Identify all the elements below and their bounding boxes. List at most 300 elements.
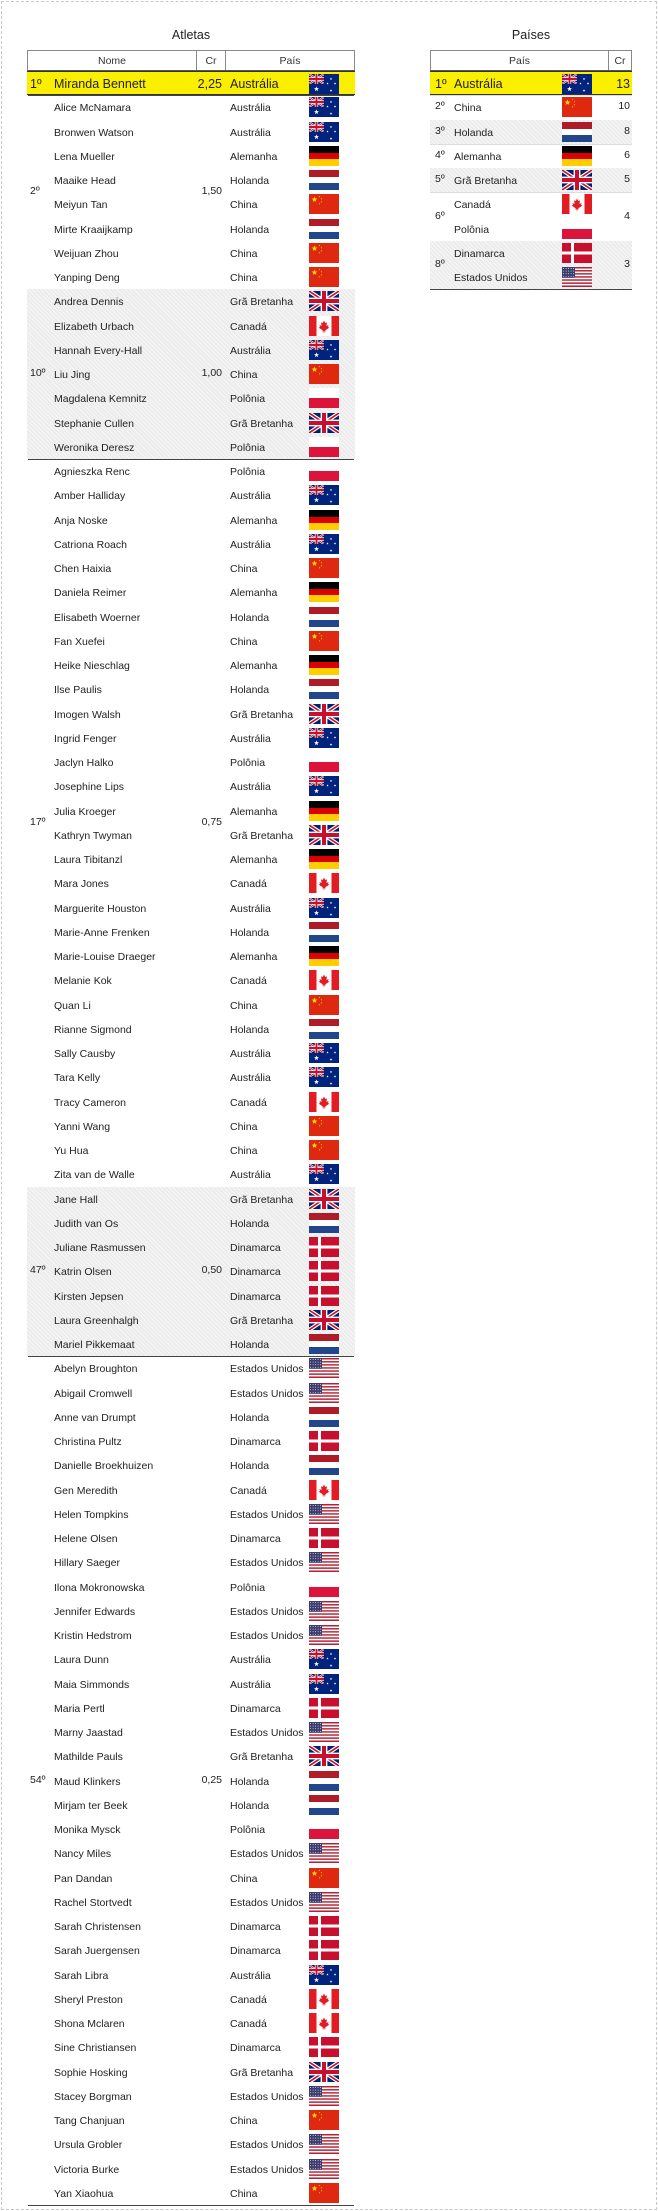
athlete-country: China <box>230 635 258 648</box>
australia-flag-icon <box>309 898 339 918</box>
athlete-group-2º <box>27 95 355 289</box>
countries-title: Países <box>511 28 551 42</box>
athlete-name: Elizabeth Urbach <box>54 320 134 333</box>
athlete-name: Weronika Deresz <box>54 441 135 454</box>
netherlands-flag-icon <box>309 607 339 627</box>
athlete-country: Canadá <box>230 1096 267 1109</box>
athlete-country: Austrália <box>230 1969 271 1982</box>
athlete-row <box>27 1138 355 1162</box>
athlete-name: Maud Klinkers <box>54 1775 121 1788</box>
athlete-country: China <box>230 369 258 381</box>
denmark-flag-icon <box>309 1916 339 1936</box>
poland-flag-icon <box>562 219 592 239</box>
athlete-country: China <box>230 272 258 284</box>
athlete-row <box>27 217 355 241</box>
uk-flag-icon <box>309 704 339 724</box>
denmark-flag-icon <box>562 243 592 263</box>
athlete-row <box>27 1405 355 1429</box>
athlete-row <box>27 1866 355 1890</box>
athlete-country: Alemanha <box>230 854 278 866</box>
uk-flag-icon <box>309 413 339 433</box>
athlete-row <box>27 1720 355 1744</box>
header-cr: Cr <box>196 51 226 70</box>
athlete-row <box>27 1162 355 1186</box>
country-name: Grã Bretanha <box>454 175 518 187</box>
athlete-name: Ingrid Fenger <box>54 732 117 745</box>
denmark-flag-icon <box>309 1528 339 1548</box>
group-cr: 3 <box>624 258 630 270</box>
group-divider <box>430 289 632 290</box>
athlete-name: Nancy Miles <box>54 1848 112 1861</box>
athlete-country: China <box>230 247 258 260</box>
netherlands-flag-icon <box>309 1771 339 1791</box>
china-flag-icon <box>309 631 339 651</box>
country-row <box>430 168 632 192</box>
athlete-row <box>27 1017 355 1041</box>
athlete-row <box>27 2108 355 2132</box>
athlete-row <box>27 1259 355 1283</box>
athlete-name: Tara Kelly <box>54 1072 101 1085</box>
athlete-country: China <box>230 1145 258 1157</box>
usa-flag-icon <box>309 1601 339 1621</box>
germany-flag-icon <box>309 946 339 966</box>
athlete-row <box>27 1211 355 1235</box>
canada-flag-icon <box>309 1989 339 2009</box>
athlete-country: Austrália <box>230 732 271 745</box>
athlete-row <box>27 1599 355 1623</box>
athlete-name: Mirjam ter Beek <box>54 1799 128 1812</box>
athlete-row <box>27 1890 355 1914</box>
athlete-name: Imogen Walsh <box>54 708 121 721</box>
athlete-row <box>27 1914 355 1938</box>
athlete-country: Estados Unidos <box>230 2139 304 2152</box>
country-group-8º <box>430 241 632 290</box>
athlete-name: Quan Li <box>54 999 91 1012</box>
athlete-country: Alemanha <box>230 514 278 527</box>
athlete-country: Grã Bretanha <box>230 417 294 430</box>
country-group-4º <box>430 144 632 168</box>
athlete-name: Jane Hall <box>54 1193 98 1206</box>
athlete-name: Ilse Paulis <box>54 684 102 697</box>
athlete-row <box>27 1090 355 1114</box>
australia-flag-icon <box>309 776 339 796</box>
header-country: País <box>508 55 530 67</box>
athlete-name: Catriona Roach <box>54 538 127 551</box>
athlete-country: Estados Unidos <box>230 1557 304 1570</box>
australia-flag-icon <box>562 74 592 94</box>
athlete-country: Estados Unidos <box>230 1630 304 1642</box>
athlete-row <box>27 2011 355 2035</box>
australia-flag-icon <box>309 97 339 117</box>
athlete-country: Estados Unidos <box>230 1896 304 1909</box>
athlete-row <box>27 896 355 920</box>
athlete-country: Polônia <box>230 757 266 769</box>
athlete-group-1º <box>27 71 355 95</box>
australia-flag-icon <box>309 1965 339 1985</box>
group-rank: 3º <box>435 124 445 137</box>
group-cr: 0,25 <box>201 1773 222 1786</box>
athlete-name: Ilona Mokronowska <box>54 1581 145 1594</box>
athlete-name: Helene Olsen <box>54 1533 118 1545</box>
canada-flag-icon <box>562 194 592 214</box>
athlete-country: Alemanha <box>230 587 278 600</box>
athlete-name: Stacey Borgman <box>54 2090 132 2103</box>
usa-flag-icon <box>309 1383 339 1403</box>
athlete-country: Austrália <box>230 1169 271 1182</box>
group-rank: 6º <box>435 209 445 222</box>
group-cr: 2,25 <box>197 77 222 92</box>
athlete-country: Holanda <box>230 1217 270 1230</box>
athlete-country: Canadá <box>230 878 267 891</box>
athlete-country: Dinamarca <box>230 1533 281 1545</box>
country-group-1º <box>430 71 632 95</box>
athlete-name: Pan Dandan <box>54 1872 113 1885</box>
athlete-name: Julia Kroeger <box>54 805 116 818</box>
china-flag-icon <box>309 194 339 214</box>
athlete-country: Alemanha <box>230 150 278 163</box>
athlete-country: Estados Unidos <box>230 1848 304 1861</box>
athlete-country: Grã Bretanha <box>230 1193 294 1206</box>
netherlands-flag-icon <box>309 170 339 190</box>
country-name: Canadá <box>454 199 491 212</box>
athlete-country: China <box>230 999 258 1012</box>
athlete-row <box>27 774 355 798</box>
australia-flag-icon <box>309 1067 339 1087</box>
germany-flag-icon <box>309 146 339 166</box>
germany-flag-icon <box>562 146 592 166</box>
group-rank: 10º <box>30 367 46 380</box>
athlete-name: Elisabeth Woerner <box>54 611 141 624</box>
group-cr: 1,00 <box>201 367 222 380</box>
netherlands-flag-icon <box>309 1407 339 1427</box>
athlete-name: Marny Jaastad <box>54 1727 123 1739</box>
athlete-row <box>27 459 355 483</box>
usa-flag-icon <box>562 267 592 287</box>
canada-flag-icon <box>309 970 339 990</box>
athlete-row <box>27 1938 355 1962</box>
athlete-row <box>27 2181 355 2205</box>
athlete-row <box>27 1381 355 1405</box>
athlete-row <box>27 1526 355 1550</box>
athlete-row <box>27 435 355 459</box>
athlete-name: Sarah Libra <box>54 1969 109 1982</box>
athlete-country: Austrália <box>230 1678 271 1691</box>
athlete-name: Mathilde Pauls <box>54 1751 123 1764</box>
athlete-country: Holanda <box>230 1411 270 1424</box>
athlete-row <box>27 72 355 96</box>
athlete-name: Meiyun Tan <box>54 199 108 212</box>
country-name: Alemanha <box>454 150 502 163</box>
usa-flag-icon <box>309 2134 339 2154</box>
athlete-row <box>27 556 355 580</box>
athlete-name: Hillary Saeger <box>54 1557 120 1570</box>
group-rank: 1º <box>30 77 42 92</box>
athlete-country: Alemanha <box>230 951 278 963</box>
header-cr: Cr <box>608 51 631 70</box>
athlete-row <box>27 144 355 168</box>
athlete-group-17º <box>27 459 355 1187</box>
athlete-row <box>27 314 355 338</box>
athlete-country: Estados Unidos <box>230 1363 304 1376</box>
athlete-country: Dinamarca <box>230 1702 281 1715</box>
poland-flag-icon <box>309 388 339 408</box>
athlete-name: Shona Mclaren <box>54 2018 125 2030</box>
australia-flag-icon <box>309 1164 339 1184</box>
athlete-row <box>27 192 355 216</box>
athlete-country: China <box>230 1120 258 1133</box>
athlete-row <box>27 871 355 895</box>
athlete-country: Polônia <box>230 393 266 406</box>
country-row <box>430 144 632 168</box>
athlete-country: Polônia <box>230 1581 266 1594</box>
denmark-flag-icon <box>309 1237 339 1257</box>
athlete-name: Juliane Rasmussen <box>54 1242 146 1254</box>
athlete-country: Austrália <box>230 490 271 503</box>
athlete-country: Holanda <box>230 223 270 236</box>
athlete-name: Liu Jing <box>54 369 91 381</box>
germany-flag-icon <box>309 801 339 821</box>
athlete-name: Tracy Cameron <box>54 1096 126 1109</box>
athlete-name: Zita van de Walle <box>54 1169 135 1182</box>
athlete-country: Austrália <box>230 781 271 794</box>
athlete-country: Estados Unidos <box>230 2090 304 2103</box>
athlete-name: Stephanie Cullen <box>54 417 134 430</box>
athlete-row <box>27 1575 355 1599</box>
china-flag-icon <box>309 1140 339 1160</box>
athlete-row <box>27 1187 355 1211</box>
athlete-name: Kirsten Jepsen <box>54 1290 124 1303</box>
china-flag-icon <box>309 2110 339 2130</box>
athlete-name: Kristin Hedstrom <box>54 1630 132 1642</box>
athlete-name: Laura Tibitanzl <box>54 854 123 866</box>
athletes-header-row <box>27 50 355 71</box>
athlete-name: Sarah Christensen <box>54 1921 141 1933</box>
country-row <box>430 217 632 241</box>
netherlands-flag-icon <box>309 679 339 699</box>
athlete-name: Josephine Lips <box>54 781 125 794</box>
athlete-row <box>27 993 355 1017</box>
australia-flag-icon <box>309 485 339 505</box>
uk-flag-icon <box>562 170 592 190</box>
denmark-flag-icon <box>309 1286 339 1306</box>
athlete-row <box>27 1550 355 1574</box>
athlete-row <box>27 799 355 823</box>
athlete-name: Judith van Os <box>54 1217 119 1230</box>
canada-flag-icon <box>309 316 339 336</box>
athlete-row <box>27 1453 355 1477</box>
athlete-country: China <box>230 2187 258 2200</box>
uk-flag-icon <box>309 1310 339 1330</box>
athlete-row <box>27 1065 355 1089</box>
athlete-row <box>27 1987 355 2011</box>
poland-flag-icon <box>309 437 339 457</box>
group-rank: 2º <box>30 185 40 198</box>
athlete-row <box>27 362 355 386</box>
athlete-country: Austrália <box>230 1048 271 1060</box>
athlete-name: Mirte Kraaijkamp <box>54 223 133 236</box>
canada-flag-icon <box>309 1480 339 1500</box>
athlete-name: Marie-Louise Draeger <box>54 951 156 963</box>
group-cr: 0,75 <box>201 815 222 828</box>
athlete-row <box>27 605 355 629</box>
usa-flag-icon <box>309 1625 339 1645</box>
athlete-country: China <box>230 199 258 212</box>
australia-flag-icon <box>309 1043 339 1063</box>
athlete-row <box>27 1332 355 1356</box>
athlete-country: Grã Bretanha <box>230 1314 294 1327</box>
athlete-country: Holanda <box>230 1339 270 1351</box>
athlete-name: Helen Tompkins <box>54 1508 129 1521</box>
athlete-country: Austrália <box>230 1072 271 1085</box>
netherlands-flag-icon <box>562 122 592 142</box>
athlete-country: Holanda <box>230 1799 270 1812</box>
athlete-row <box>27 1114 355 1138</box>
athlete-name: Monika Mysck <box>54 1824 121 1836</box>
athlete-row <box>27 1308 355 1332</box>
athlete-row <box>27 241 355 265</box>
athlete-row <box>27 1284 355 1308</box>
athlete-name: Marie-Anne Frenken <box>54 926 150 939</box>
country-group-5º <box>430 168 632 192</box>
group-rank: 8º <box>435 258 445 270</box>
athlete-country: Grã Bretanha <box>230 296 294 309</box>
athlete-country: Canadá <box>230 1993 267 2006</box>
athlete-row <box>27 1502 355 1526</box>
netherlands-flag-icon <box>309 922 339 942</box>
athlete-name: Tang Chanjuan <box>54 2115 125 2127</box>
athlete-group-47º <box>27 1187 355 1357</box>
athlete-country: Holanda <box>230 1023 270 1036</box>
athlete-country: Austrália <box>230 902 271 915</box>
athlete-row <box>27 847 355 871</box>
athlete-row <box>27 95 355 119</box>
athlete-country: Dinamarca <box>230 1266 281 1279</box>
athlete-name: Anja Noske <box>54 514 108 527</box>
group-divider <box>28 2205 354 2206</box>
athlete-country: Canadá <box>230 2018 267 2030</box>
athlete-row <box>27 920 355 944</box>
athlete-country: Holanda <box>230 175 270 187</box>
athlete-group-10º <box>27 289 355 459</box>
athlete-name: Melanie Kok <box>54 975 112 988</box>
group-cr: 6 <box>624 148 630 161</box>
country-row <box>430 95 632 119</box>
athlete-row <box>27 386 355 410</box>
athlete-row <box>27 1744 355 1768</box>
athlete-country: Dinamarca <box>230 2042 281 2055</box>
china-flag-icon <box>309 2183 339 2203</box>
athlete-country: Dinamarca <box>230 1290 281 1303</box>
athlete-name: Marguerite Houston <box>54 902 147 915</box>
athlete-country: Canadá <box>230 1484 267 1497</box>
denmark-flag-icon <box>309 1431 339 1451</box>
germany-flag-icon <box>309 655 339 675</box>
athlete-country: Grã Bretanha <box>230 708 294 721</box>
athlete-country: Austrália <box>230 1654 271 1667</box>
country-group-6º <box>430 192 632 241</box>
netherlands-flag-icon <box>309 1455 339 1475</box>
uk-flag-icon <box>309 825 339 845</box>
canada-flag-icon <box>309 873 339 893</box>
australia-flag-icon <box>309 340 339 360</box>
group-cr: 0,50 <box>201 1264 222 1277</box>
athlete-row <box>27 1623 355 1647</box>
athlete-name: Maaike Head <box>54 175 116 187</box>
athlete-country: Estados Unidos <box>230 1387 304 1400</box>
athlete-country: China <box>230 563 258 575</box>
poland-flag-icon <box>309 752 339 772</box>
athlete-row <box>27 944 355 968</box>
athlete-name: Anne van Drumpt <box>54 1411 136 1424</box>
athlete-country: Holanda <box>230 926 270 939</box>
athlete-country: Holanda <box>230 611 270 624</box>
group-rank: 1º <box>435 77 447 92</box>
athlete-name: Christina Pultz <box>54 1436 122 1448</box>
group-cr: 5 <box>624 173 630 186</box>
athlete-row <box>27 2157 355 2181</box>
australia-flag-icon <box>309 1674 339 1694</box>
group-cr: 4 <box>624 209 630 222</box>
china-flag-icon <box>309 995 339 1015</box>
athlete-row <box>27 2084 355 2108</box>
header-country: País <box>279 55 301 67</box>
group-rank: 2º <box>435 100 445 113</box>
australia-flag-icon <box>309 74 339 94</box>
country-name: China <box>454 102 482 115</box>
athlete-name: Rianne Sigmond <box>54 1023 132 1036</box>
group-cr: 8 <box>624 124 630 137</box>
athlete-country: Grã Bretanha <box>230 2066 294 2079</box>
athlete-country: Grã Bretanha <box>230 829 294 842</box>
china-flag-icon <box>309 1116 339 1136</box>
athlete-row <box>27 580 355 604</box>
athlete-row <box>27 1769 355 1793</box>
denmark-flag-icon <box>309 1261 339 1281</box>
athlete-row <box>27 1647 355 1671</box>
uk-flag-icon <box>309 291 339 311</box>
athlete-row <box>27 823 355 847</box>
athlete-row <box>27 1478 355 1502</box>
uk-flag-icon <box>309 1746 339 1766</box>
athlete-name: Yanni Wang <box>54 1120 111 1133</box>
athlete-row <box>27 968 355 992</box>
usa-flag-icon <box>309 1892 339 1912</box>
athlete-country: China <box>230 1872 258 1885</box>
athlete-name: Mara Jones <box>54 878 109 891</box>
athlete-name: Agnieszka Renc <box>54 466 130 478</box>
athlete-name: Amber Halliday <box>54 490 126 503</box>
athlete-country: Dinamarca <box>230 1242 281 1254</box>
athlete-row <box>27 677 355 701</box>
athlete-country: Estados Unidos <box>230 1508 304 1521</box>
athlete-row <box>27 750 355 774</box>
group-rank: 54º <box>30 1773 46 1786</box>
athlete-country: Holanda <box>230 1775 270 1788</box>
athlete-name: Miranda Bennett <box>54 77 146 91</box>
athlete-name: Rachel Stortvedt <box>54 1896 132 1909</box>
athlete-country: Dinamarca <box>230 1945 281 1958</box>
athlete-row <box>27 483 355 507</box>
athlete-name: Yan Xiaohua <box>54 2187 114 2200</box>
athlete-country: Polônia <box>230 441 266 454</box>
athlete-country: Estados Unidos <box>230 1605 304 1618</box>
athlete-country: Austrália <box>230 77 279 91</box>
country-name: Holanda <box>454 126 494 139</box>
denmark-flag-icon <box>309 1940 339 1960</box>
athlete-name: Hannah Every-Hall <box>54 344 143 357</box>
group-rank: 4º <box>435 148 445 161</box>
australia-flag-icon <box>309 1649 339 1669</box>
